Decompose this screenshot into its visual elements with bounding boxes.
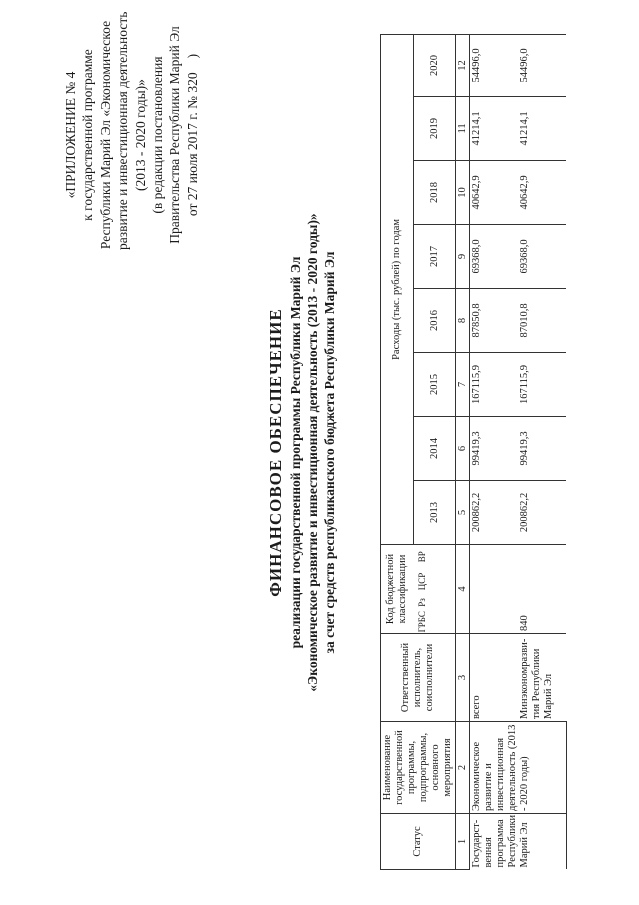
financing-table (380, 34, 567, 870)
annex-date-line (184, 20, 201, 250)
subtitle-line: реализации государственной программы Республики Марий Эл (288, 256, 303, 649)
code-subheader: ВР (414, 544, 432, 568)
column-number: 3 (456, 634, 470, 722)
code-subheader: Рз (417, 598, 428, 607)
date-rest: июля 2017 г. № (184, 96, 200, 184)
heading-block (265, 0, 338, 905)
year-header: 2017 (414, 224, 456, 288)
name-header: Наименование государственной программы, подпрограммы, основного мероприятия (381, 722, 456, 814)
value-cell: 167115,9 (518, 352, 566, 416)
column-number: 9 (456, 224, 470, 288)
page-title: ФИНАНСОВОЕ ОБЕСПЕЧЕНИЕ (266, 308, 285, 597)
year-header: 2013 (414, 480, 456, 544)
date-day: 27 (184, 186, 200, 201)
column-number: 6 (456, 416, 470, 480)
expenses-header: Расходы (тыс. рублей) по годам (381, 34, 414, 544)
code-header: Код бюджетной классификации (381, 544, 414, 633)
column-number: 2 (456, 722, 470, 814)
annex-block (62, 11, 201, 250)
year-header: 2019 (414, 96, 456, 160)
column-number: 1 (456, 814, 470, 870)
annex-line: развитие и инвестиционная деятельность (115, 11, 131, 250)
column-number: 7 (456, 352, 470, 416)
code-subheader: ГРБС (414, 611, 432, 634)
date-prefix: от (184, 203, 200, 217)
code-subheader: ЦСР (417, 572, 428, 591)
program-name-cell: Экономическое развитие и инвестиционная деятельность (2013 - 2020 годы) (470, 722, 567, 814)
value-cell: 41214,1 (518, 96, 566, 160)
annex-line: (2013 - 2020 годы)» (132, 79, 148, 191)
value-cell: 69368,0 (470, 224, 519, 288)
year-header: 2018 (414, 160, 456, 224)
column-number: 5 (456, 480, 470, 544)
column-number: 8 (456, 288, 470, 352)
column-number-row (456, 34, 470, 869)
value-cell: 40642,9 (470, 160, 519, 224)
value-cell: 41214,1 (470, 96, 519, 160)
value-cell: 200862,2 (470, 480, 519, 544)
value-cell: 87010,8 (518, 288, 566, 352)
value-cell: 167115,9 (470, 352, 519, 416)
header-row (381, 34, 414, 869)
status-cell: Государст-венная программа Республики Марий Эл (470, 814, 567, 870)
code-cell: 840 (518, 544, 566, 633)
subtitle-line: «Экономическое развитие и инвестиционная деятельность (2013 - 2020 годы)» (305, 213, 320, 692)
value-cell: 200862,2 (518, 480, 566, 544)
value-cell: 87850,8 (470, 288, 519, 352)
code-cell (470, 544, 519, 633)
column-number: 12 (456, 34, 470, 96)
executor-cell: всего (470, 634, 519, 722)
value-cell: 54496,0 (470, 34, 519, 96)
value-cell: 40642,9 (518, 160, 566, 224)
decree-number: 320 (184, 72, 200, 93)
value-cell: 99419,3 (518, 416, 566, 480)
annex-line: Республики Марий Эл «Экономическое (97, 20, 113, 250)
value-cell: 69368,0 (518, 224, 566, 288)
year-header: 2016 (414, 288, 456, 352)
subtitle-line: за счет средств республиканского бюджета Республики Марий Эл (322, 251, 337, 654)
annex-title: «ПРИЛОЖЕНИЕ № 4 (63, 71, 78, 199)
executor-cell: Минэкономразви-тия Республики Марий Эл (518, 634, 566, 722)
annex-line: Правительства Республики Марий Эл (167, 26, 183, 244)
annex-line: к государственной программе (80, 49, 96, 221)
status-header: Статус (381, 814, 456, 870)
value-cell: 54496,0 (518, 34, 566, 96)
executor-header: Ответственный исполнитель, соисполнители (381, 634, 456, 722)
date-close: ) (184, 53, 200, 59)
column-number: 4 (456, 544, 470, 633)
column-number: 11 (456, 96, 470, 160)
year-header: 2014 (414, 416, 456, 480)
year-header: 2020 (414, 34, 456, 96)
value-cell: 99419,3 (470, 416, 519, 480)
annex-line: (в редакции постановления (150, 56, 166, 214)
year-header: 2015 (414, 352, 456, 416)
table-row (470, 34, 519, 869)
column-number: 10 (456, 160, 470, 224)
